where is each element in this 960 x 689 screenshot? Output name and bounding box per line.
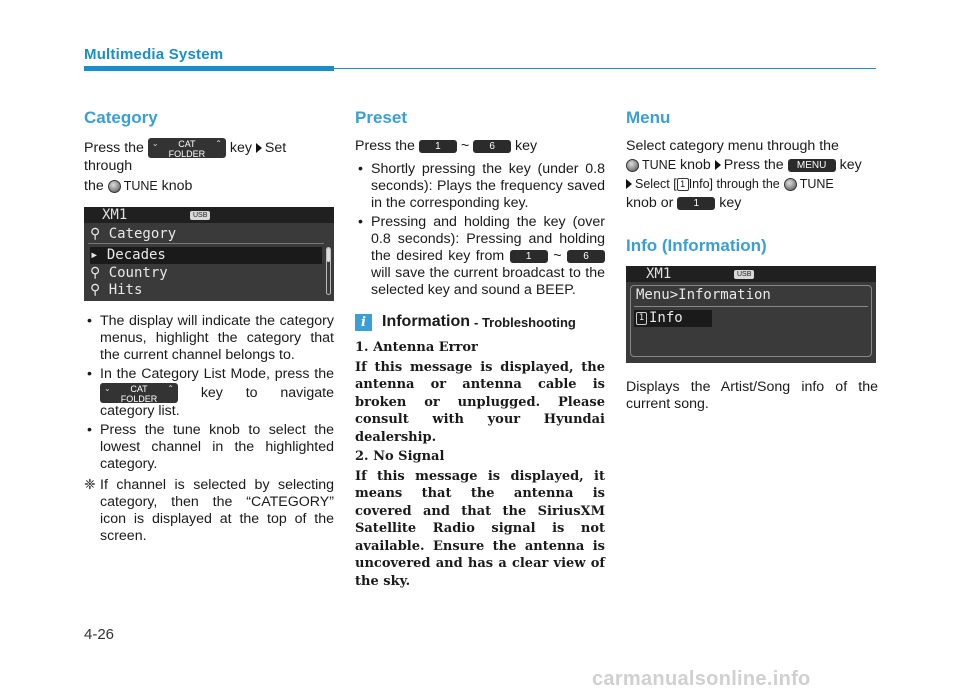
info-number-icon: 1 [677, 178, 689, 191]
preset-heading: Preset [355, 108, 407, 127]
screen-row-category: ⚲ Category [90, 226, 177, 242]
screen-usb-badge: USB [734, 270, 754, 279]
menu-line-1: Select category menu through the [626, 138, 839, 154]
category-heading: Category [84, 108, 158, 127]
menu-key-icon: MENU [788, 159, 836, 172]
tune-knob-icon [108, 180, 121, 193]
category-intro-line1: Press the ⌄ CAT FOLDER ⌃ key Set through [84, 139, 287, 174]
preset-column [355, 108, 605, 590]
info-heading: Info (Information) [626, 236, 767, 255]
menu-line-3: Select [ 1 Info] through the TUNE [626, 176, 878, 193]
cat-folder-key-icon: ⌄ CAT FOLDER ⌃ [148, 138, 226, 158]
preset-key-1-icon: 1 [510, 250, 548, 263]
info-item-2-head: 2. No Signal [355, 449, 445, 464]
screen-xm1-label: XM1 [102, 207, 128, 223]
info-body: Displays the Artist/Song info of the current song. [626, 379, 878, 412]
menu-heading: Menu [626, 108, 671, 127]
menu-line-4: knob or 1 key [626, 195, 742, 211]
information-icon: i [355, 314, 372, 331]
preset-key-1-icon: 1 [677, 197, 715, 210]
header-rule-thick [84, 66, 334, 71]
screen-usb-badge: USB [190, 211, 210, 220]
preset-intro: Press the 1 ~ 6 key [355, 138, 538, 154]
info-item-1-body: If this message is displayed, the antenna or antenna cable is broken or unplugged. Please consult with your Hyundai dealership. [355, 359, 605, 445]
header-rule-thin [334, 68, 876, 69]
category-screen-image [84, 207, 334, 301]
preset-bullets [355, 161, 605, 299]
arrow-right-icon [715, 160, 721, 170]
preset-key-6-icon: 6 [567, 250, 605, 263]
preset-key-1-icon: 1 [419, 140, 457, 153]
screen-row-hits: ⚲ Hits [90, 282, 143, 298]
menu-line-2: TUNE knob Press the MENU key [626, 157, 878, 174]
watermark: carmanualsonline.info [592, 668, 811, 689]
cat-folder-key-icon: ⌄ CAT FOLDER ⌃ [100, 383, 178, 403]
category-column [84, 108, 334, 545]
screen-row-country: ⚲ Country [90, 265, 168, 281]
page-number: 4-26 [84, 626, 115, 643]
preset-key-6-icon: 6 [473, 140, 511, 153]
arrow-right-icon [256, 143, 262, 153]
note-symbol-icon: ❈ [84, 477, 96, 493]
category-bullet-2: • In the Category List Mode, press the ⌄ CAT FOLDER ⌃ key to navigate category list. [84, 366, 334, 420]
category-bullet-1: • The display will indicate the category menus, highlight the category that the current channel belongs to. [84, 313, 334, 364]
section-header-title: Multimedia System [84, 46, 224, 63]
category-bullet-3: • Press the tune knob to select the lowest channel in the highlighted category. [84, 422, 334, 473]
info-screen-image [626, 266, 876, 363]
information-title: Information [382, 313, 470, 330]
category-intro-line2: the TUNE knob [84, 178, 193, 194]
preset-bullet-2: • Pressing and holding the key (over 0.8 seconds): Pressing and holding the desired key from 1 ~ 6 will save the current broadcast to the selected key and sound a BEEP. [355, 214, 605, 299]
screen-row-menu-information: Menu>Information [636, 287, 771, 303]
screen-xm1-label: XM1 [646, 266, 672, 282]
screen-row-decades: ▸ Decades [90, 247, 322, 264]
information-subtitle: - Trobleshooting [474, 314, 576, 330]
information-header [355, 313, 605, 331]
tune-knob-icon [784, 178, 797, 191]
preset-bullet-1: • Shortly pressing the key (under 0.8 seconds): Plays the frequency saved in the corresponding key. [355, 161, 605, 212]
category-note: ❈ If channel is selected by selecting category, then the “CATEGORY” icon is displayed at the top of the screen. [84, 477, 334, 544]
tune-knob-icon [626, 159, 639, 172]
info-item-2-body: If this message is displayed, it means that the antenna is covered and that the SiriusXM Satellite Radio signal is not available. Ensure the antenna is uncovered and has a clear view of the sky. [355, 468, 605, 589]
arrow-right-icon [626, 179, 632, 189]
info-item-1-head: 1. Antenna Error [355, 340, 478, 355]
menu-column [626, 108, 878, 413]
category-bullets [84, 313, 334, 473]
screen-row-info: 1 Info [634, 310, 712, 327]
screen-scrollbar [326, 247, 331, 295]
